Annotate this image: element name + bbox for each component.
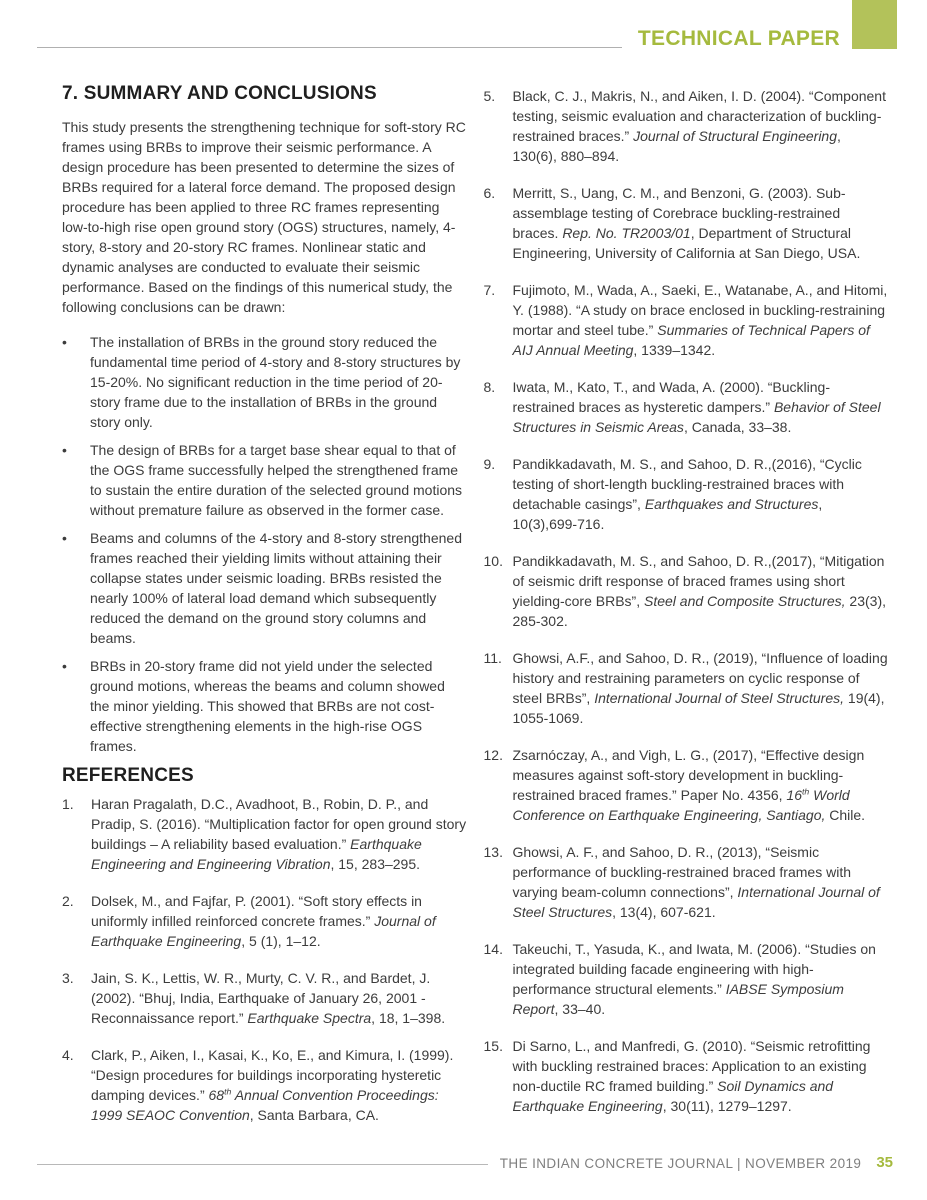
reference-text: Black, C. J., Makris, N., and Aiken, I. D. (2004). “Component testing, seismic evaluation and characterization of buckling-restrained braces.” Journal of Structural Engineering, 130(6), 880–894. bbox=[512, 88, 886, 164]
reference-item bbox=[484, 454, 889, 534]
reference-text: Jain, S. K., Lettis, W. R., Murty, C. V. R., and Bardet, J. (2002). “Bhuj, India, Earthquake of January 26, 2001 - Reconnaissance report.” Earthquake Spectra, 18, 1–398. bbox=[91, 970, 446, 1026]
header-accent-block bbox=[852, 0, 897, 49]
reference-item bbox=[62, 1045, 467, 1125]
reference-text: Fujimoto, M., Wada, A., Saeki, E., Watanabe, A., and Hitomi, Y. (1988). “A study on brace enclosed in buckling-restraining mortar and steel tube.” Summaries of Technical Papers of AIJ Annual Meeting, 1339–1342. bbox=[512, 282, 888, 358]
bullet-marker: • bbox=[62, 530, 67, 546]
page-footer bbox=[37, 1148, 893, 1170]
reference-list-right bbox=[484, 86, 889, 1116]
bullet-marker: • bbox=[62, 658, 67, 674]
header-label: TECHNICAL PAPER bbox=[637, 27, 840, 50]
reference-text: Merritt, S., Uang, C. M., and Benzoni, G. (2003). Sub-assemblage testing of Corebrace buckling-restrained braces. Rep. No. TR2003/01, Department of Structural Engineering, University of California at San Diego, USA. bbox=[512, 185, 861, 261]
footer-rule bbox=[37, 1164, 488, 1165]
right-column bbox=[484, 84, 889, 1142]
reference-number: 3. bbox=[62, 970, 74, 986]
conclusions-list bbox=[62, 332, 467, 756]
reference-number: 13. bbox=[483, 844, 503, 860]
reference-text: Iwata, M., Kato, T., and Wada, A. (2000). “Buckling-restrained braces as hysteretic dampers.” Behavior of Steel Structures in Seismic Areas, Canada, 33–38. bbox=[512, 379, 881, 435]
reference-item bbox=[484, 1036, 889, 1116]
conclusion-text: BRBs in 20-story frame did not yield under the selected ground motions, whereas the beams and column showed the minor yielding. This showed that BRBs are not cost-effective strengthening elements in the high-rise OGS frames. bbox=[90, 658, 445, 754]
reference-number: 8. bbox=[483, 379, 496, 395]
reference-item bbox=[62, 794, 467, 874]
reference-item bbox=[484, 745, 889, 825]
reference-text: Dolsek, M., and Fajfar, P. (2001). “Soft story effects in uniformly infilled reinforced concrete frames.” Journal of Earthquake Engineering, 5 (1), 1–12. bbox=[91, 893, 436, 949]
left-column bbox=[62, 84, 467, 1142]
reference-number: 15. bbox=[483, 1038, 503, 1054]
conclusion-text: Beams and columns of the 4-story and 8-story strengthened frames reached their yielding limits without attaining their collapse states under seismic loading. BRBs resisted the nearly 100% of lateral load demand which subsequently reduced the demand on the ground story columns and beams. bbox=[90, 530, 462, 646]
reference-text: Zsarnóczay, A., and Vigh, L. G., (2017), “Effective design measures against soft-story development in buckling-restrained braced frames.” Paper No. 4356, 16th World Conference on Earthquake Engineering, Santiago, Chile. bbox=[512, 747, 866, 823]
footer-page-number: 35 bbox=[876, 1154, 893, 1171]
reference-item bbox=[484, 183, 889, 263]
reference-number: 4. bbox=[62, 1047, 74, 1063]
conclusion-item bbox=[62, 332, 467, 432]
conclusion-text: The design of BRBs for a target base shear equal to that of the OGS frame successfully helped the strengthened frame to sustain the entire duration of the selected ground motions without premature failure as observed in the former case. bbox=[90, 442, 463, 518]
reference-text: Di Sarno, L., and Manfredi, G. (2010). “Seismic retrofitting with buckling restrained braces: Application to an existing non-ductile RC framed building.” Soil Dynamics and Earthquake Engineering, 30(11), 1279–1297. bbox=[512, 1038, 871, 1114]
reference-number: 12. bbox=[483, 747, 503, 763]
reference-number: 5. bbox=[483, 88, 496, 104]
summary-heading: 7. SUMMARY AND CONCLUSIONS bbox=[62, 83, 377, 104]
reference-item bbox=[484, 551, 889, 631]
reference-text: Clark, P., Aiken, I., Kasai, K., Ko, E., and Kimura, I. (1999). “Design procedures for buildings incorporating hysteretic damping devices.” 68th Annual Convention Proceedings: 1999 SEAOC Convention, Santa Barbara, CA. bbox=[91, 1047, 454, 1123]
reference-item bbox=[484, 939, 889, 1019]
reference-number: 11. bbox=[483, 650, 502, 666]
footer-journal-title: THE INDIAN CONCRETE JOURNAL | NOVEMBER 2019 bbox=[499, 1155, 862, 1171]
bullet-marker: • bbox=[62, 442, 67, 458]
reference-number: 2. bbox=[62, 893, 74, 909]
reference-text: Ghowsi, A.F., and Sahoo, D. R., (2019), “Influence of loading history and restraining parameters on cyclic response of steel BRBs”, International Journal of Steel Structures, 19(4), 1055-1069. bbox=[512, 650, 888, 726]
reference-item bbox=[62, 891, 467, 951]
conclusion-item bbox=[62, 440, 467, 520]
summary-intro: This study presents the strengthening technique for soft-story RC frames using BRBs to improve their seismic performance. A design procedure has been presented to determine the sizes of BRBs required for a lateral force demand. The proposed design procedure has been applied to three RC frames representing low-to-high rise open ground story (OGS) structures, namely, 4-story, 8-story and 20-story RC frames. Nonlinear static and dynamic analyses are conducted to evaluate their seismic performance. Based on the findings of this numerical study, the following conclusions can be drawn: bbox=[62, 119, 466, 315]
reference-item bbox=[484, 86, 889, 166]
reference-item bbox=[484, 648, 889, 728]
reference-text: Pandikkadavath, M. S., and Sahoo, D. R.,(2016), “Cyclic testing of short-length buckling-restrained braces with detachable casings”, Earthquakes and Structures, 10(3),699-716. bbox=[512, 456, 862, 532]
reference-text: Haran Pragalath, D.C., Avadhoot, B., Robin, D. P., and Pradip, S. (2016). “Multiplication factor for open ground story buildings – A reliability based evaluation.” Earthquake Engineering and Engineering Vibration, 15, 283–295. bbox=[91, 796, 467, 872]
reference-item bbox=[484, 280, 889, 360]
conclusion-item bbox=[62, 528, 467, 648]
reference-number: 10. bbox=[483, 553, 503, 569]
reference-number: 9. bbox=[483, 456, 496, 472]
page-content bbox=[62, 84, 888, 1142]
references-heading: REFERENCES bbox=[62, 765, 194, 786]
conclusion-text: The installation of BRBs in the ground story reduced the fundamental time period of 4-story and 8-story structures by 15-20%. No significant reduction in the time period of 20-story frame due to the installation of BRBs in the ground story only. bbox=[90, 334, 461, 430]
reference-text: Pandikkadavath, M. S., and Sahoo, D. R.,(2017), “Mitigation of seismic drift response of braced frames using short yielding-core BRBs”, Steel and Composite Structures, 23(3), 285-302. bbox=[512, 553, 887, 629]
bullet-marker: • bbox=[62, 334, 67, 350]
reference-item bbox=[484, 377, 889, 437]
reference-number: 14. bbox=[483, 941, 503, 957]
header-rule bbox=[37, 47, 622, 48]
reference-number: 7. bbox=[483, 282, 496, 298]
page-header bbox=[37, 0, 897, 49]
reference-text: Takeuchi, T., Yasuda, K., and Iwata, M. (2006). “Studies on integrated building facade engineering with high-performance structural elements.” IABSE Symposium Report, 33–40. bbox=[512, 941, 876, 1017]
reference-list-left bbox=[62, 794, 467, 1125]
reference-item bbox=[484, 842, 889, 922]
reference-item bbox=[62, 968, 467, 1028]
conclusion-item bbox=[62, 656, 467, 756]
reference-number: 1. bbox=[62, 796, 74, 812]
reference-number: 6. bbox=[483, 185, 496, 201]
reference-text: Ghowsi, A. F., and Sahoo, D. R., (2013), “Seismic performance of buckling-restrained braced frames with varying beam-column connections”, International Journal of Steel Structures, 13(4), 607-621. bbox=[512, 844, 880, 920]
